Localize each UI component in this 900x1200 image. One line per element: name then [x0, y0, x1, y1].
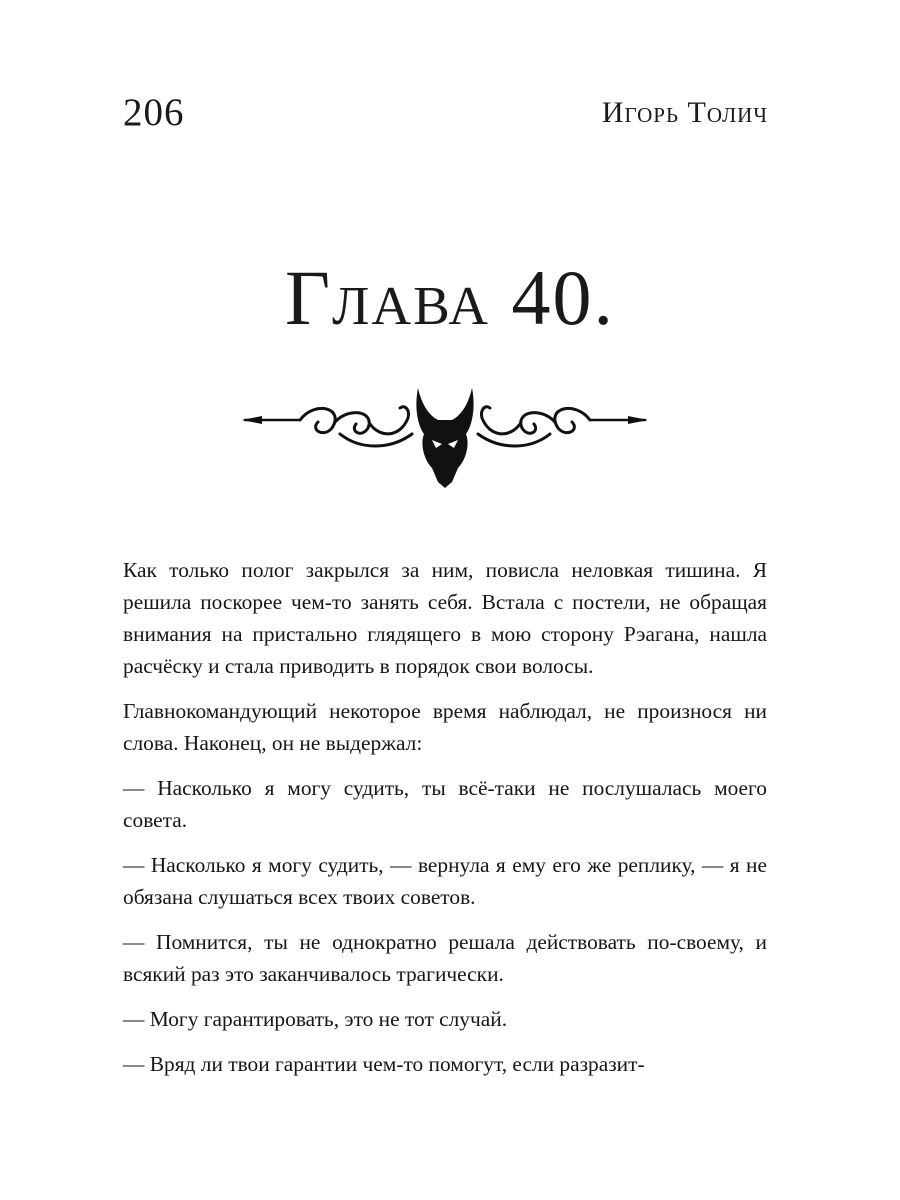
chapter-text: [123, 554, 767, 1093]
paragraph: — Помнится, ты не однократно решала действовать по-своему, и всякий раз это заканчивалось трагически.: [123, 930, 767, 986]
page-number: 206: [123, 91, 185, 134]
paragraph: — Могу гарантировать, это не тот случай.: [123, 1007, 508, 1031]
devil-head-icon: [240, 378, 650, 488]
paragraph: — Вряд ли твои гарантии чем-то помогут, если разразит-: [123, 1052, 645, 1076]
paragraph: Главнокомандующий некоторое время наблюдал, не произнося ни слова. Наконец, он не выдержал:: [123, 699, 767, 755]
page-header: [123, 88, 768, 138]
paragraph: Как только полог закрылся за ним, повисла неловкая тишина. Я решила поскорее чем-то занять себя. Встала с постели, не обращая внимания на пристально глядящего в мою сторону Рэагана, нашла расчёску и стала приводить в порядок свои волосы.: [123, 558, 767, 678]
chapter-title: Глава 40.: [284, 254, 616, 341]
paragraph: — Насколько я могу судить, ты всё-таки не послушалась моего совета.: [123, 776, 767, 832]
author-name: Игорь Толич: [601, 96, 768, 129]
paragraph: — Насколько я могу судить, — вернула я ему его же реплику, — я не обязана слушаться всех твоих советов.: [123, 853, 767, 909]
